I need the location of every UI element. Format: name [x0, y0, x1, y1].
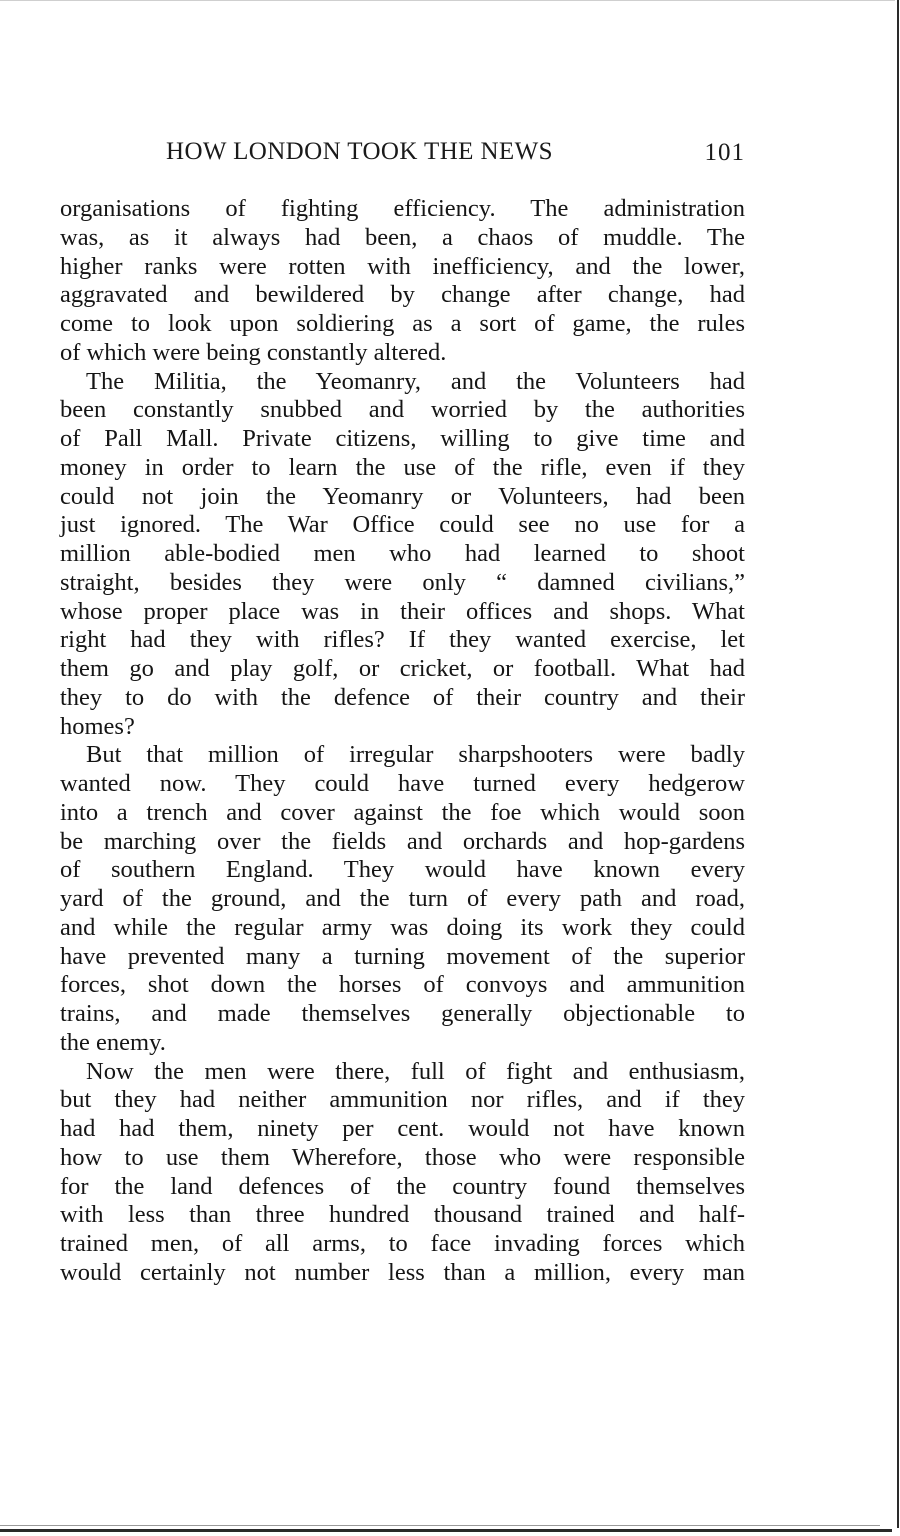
text-line: for the land defences of the country found themselves [60, 1172, 745, 1200]
text-line: whose proper place was in their offices and shops. What [60, 597, 745, 625]
body-text [60, 195, 745, 1288]
text-line: forces, shot down the horses of convoys and ammunition [60, 971, 745, 999]
text-line: of Pall Mall. Private citizens, willing to give time and [60, 425, 745, 452]
text-line: of which were being constantly altered. [60, 338, 447, 366]
text-line: be marching over the fields and orchards and hop-gardens [60, 827, 745, 855]
paragraph [60, 368, 745, 742]
text-line: million able-bodied men who had learned to shoot [60, 540, 745, 567]
text-line: have prevented many a turning movement of the superior [60, 942, 745, 970]
page-number: 101 [704, 139, 745, 166]
text-line: they to do with the defence of their country and their [60, 683, 745, 711]
paragraph [60, 195, 745, 368]
text-line: been constantly snubbed and worried by the authorities [60, 396, 745, 424]
running-head [60, 138, 745, 170]
text-line: straight, besides they were only “ damned civilians,” [60, 568, 745, 596]
paragraph [60, 1058, 745, 1288]
text-line: yard of the ground, and the turn of every path and road, [60, 885, 745, 912]
text-line: but they had neither ammunition nor rifles, and if they [60, 1086, 745, 1114]
text-line: and while the regular army was doing its work they could [60, 913, 745, 941]
text-line: could not join the Yeomanry or Volunteers, had been [60, 482, 745, 510]
text-line: had had them, ninety per cent. would not have known [60, 1115, 745, 1142]
text-line: would certainly not number less than a million, every man [60, 1258, 745, 1286]
text-line: organisations of fighting efficiency. The administration [60, 195, 745, 222]
text-line: come to look upon soldiering as a sort of game, the rules [60, 310, 745, 337]
text-line: into a trench and cover against the foe which would soon [60, 798, 745, 826]
text-line: wanted now. They could have turned every hedgerow [60, 770, 745, 797]
text-line: Now the men were there, full of fight and enthusiasm, [86, 1057, 745, 1085]
text-line: right had they with rifles? If they wanted exercise, let [60, 626, 745, 654]
text-line: aggravated and bewildered by change after change, had [60, 281, 745, 309]
text-line: just ignored. The War Office could see no use for a [60, 511, 745, 539]
text-line: trained men, of all arms, to face invading forces which [60, 1230, 745, 1257]
text-line: money in order to learn the use of the rifle, even if they [60, 453, 745, 481]
text-line: of southern England. They would have known every [60, 856, 745, 884]
running-title: HOW LONDON TOOK THE NEWS [166, 138, 553, 165]
text-line: The Militia, the Yeomanry, and the Volunteers had [86, 367, 745, 395]
text-line: trains, and made themselves generally objectionable to [60, 1000, 745, 1027]
text-line: was, as it always had been, a chaos of muddle. The [60, 223, 745, 251]
text-line: the enemy. [60, 1028, 166, 1056]
page-bottom-edge [0, 1529, 892, 1532]
text-line: homes? [60, 712, 135, 740]
page-bottom-shadow [0, 1525, 880, 1526]
page-right-edge [897, 0, 899, 1528]
text-line: them go and play golf, or cricket, or football. What had [60, 655, 745, 682]
page-top-edge [0, 0, 895, 1]
text-line: with less than three hundred thousand trained and half- [60, 1201, 745, 1229]
paragraph [60, 741, 745, 1057]
text-line: higher ranks were rotten with inefficiency, and the lower, [60, 252, 745, 280]
text-line: But that million of irregular sharpshooters were badly [86, 741, 745, 769]
text-line: how to use them Wherefore, those who were responsible [60, 1143, 745, 1171]
